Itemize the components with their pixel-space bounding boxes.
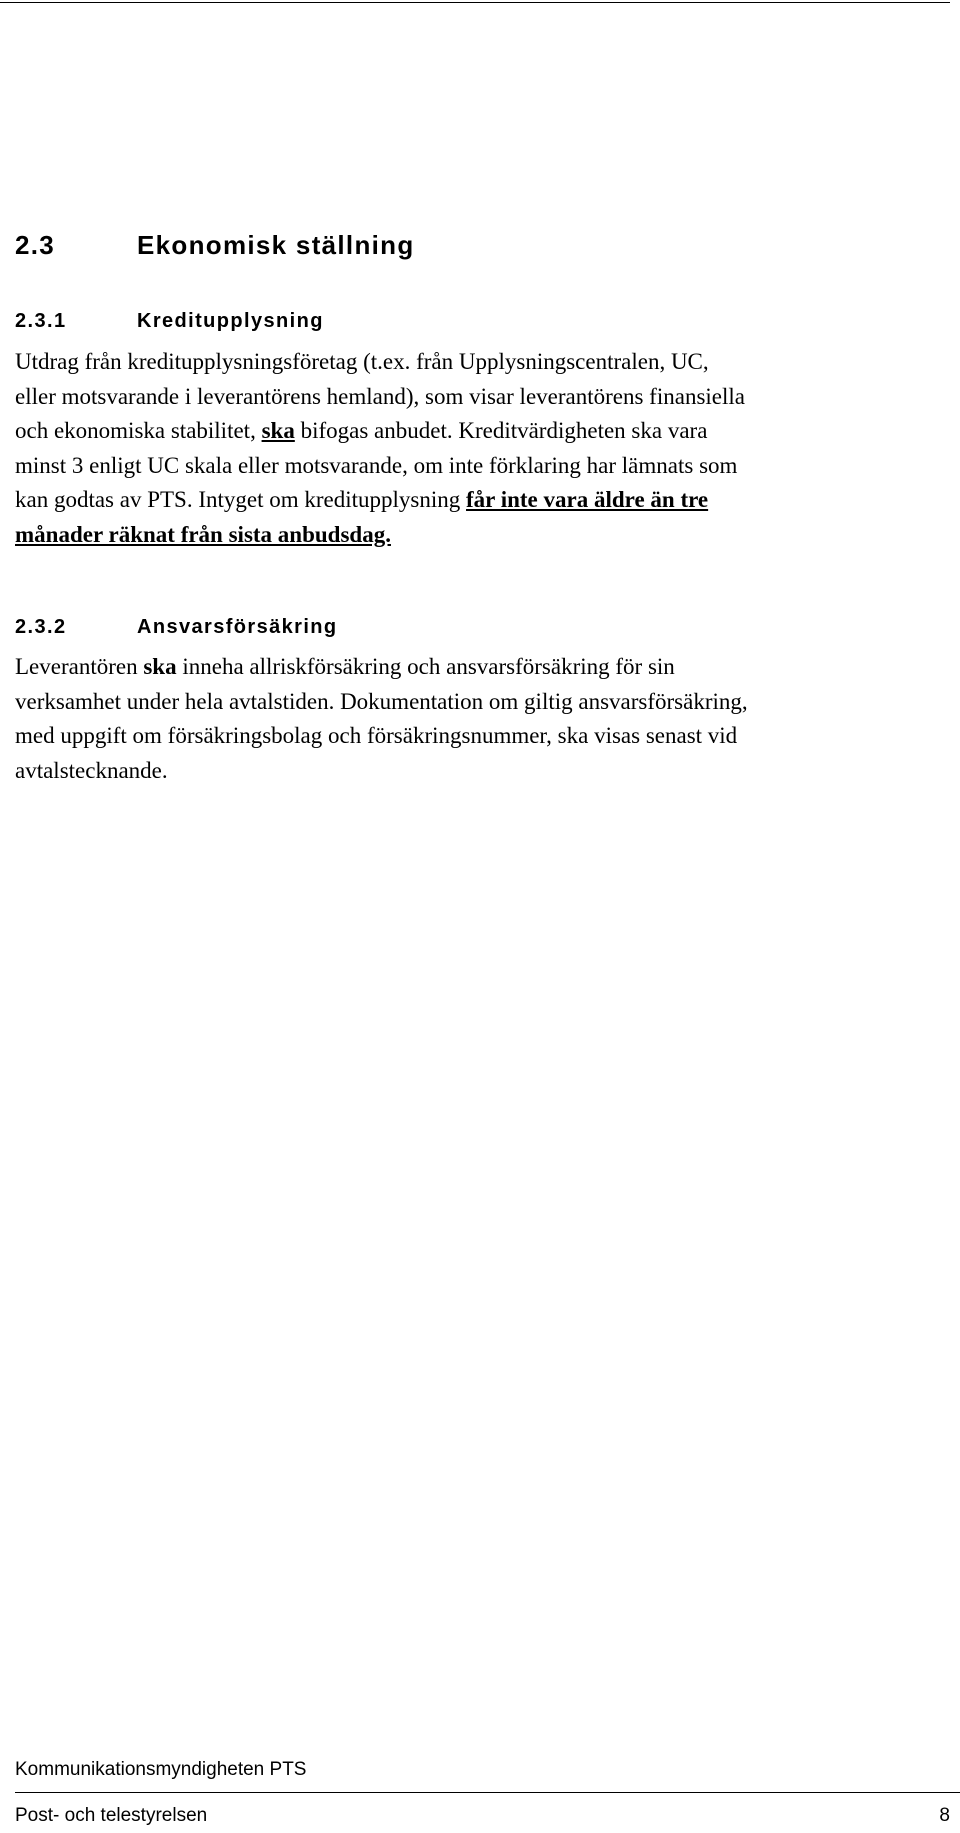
text-line: med uppgift om försäkringsbolag och försäkringsnummer, ska visas senast vid bbox=[15, 723, 738, 748]
text-line bbox=[15, 518, 745, 553]
text-line: verksamhet under hela avtalstiden. Dokumentation om giltig ansvarsförsäkring, bbox=[15, 688, 748, 714]
text-line: Leverantören ska inneha allriskförsäkring och ansvarsförsäkring för sin bbox=[15, 654, 675, 679]
paragraph-kreditupplysning bbox=[15, 345, 745, 552]
page-number: 8 bbox=[939, 1805, 950, 1826]
emphasis-ska: ska bbox=[143, 654, 177, 679]
text-line: minst 3 enligt UC skala eller motsvarande, om inte förklaring har lämnats som bbox=[15, 452, 738, 478]
section-heading bbox=[15, 232, 415, 258]
subsection-number: 2.3.1 bbox=[15, 310, 67, 332]
subsection-title: Ansvarsförsäkring bbox=[137, 616, 338, 638]
paragraph-ansvarsforsakring bbox=[15, 650, 748, 788]
text-line: och ekonomiska stabilitet, ska bifogas anbudet. Kreditvärdigheten ska vara bbox=[15, 418, 708, 443]
subsection-number: 2.3.2 bbox=[15, 616, 67, 638]
subsection-heading-kreditupplysning bbox=[15, 311, 324, 331]
footer-department: Post- och telestyrelsen bbox=[15, 1805, 208, 1826]
footer-divider bbox=[15, 1792, 960, 1793]
text-line: avtalstecknande. bbox=[15, 757, 168, 783]
subsection-title: Kreditupplysning bbox=[137, 310, 324, 332]
footer-organization: Kommunikationsmyndigheten PTS bbox=[15, 1759, 307, 1780]
section-number: 2.3 bbox=[15, 230, 56, 260]
text-line: Utdrag från kreditupplysningsföretag (t.ex. från Upplysningscentralen, UC, bbox=[15, 349, 709, 374]
emphasis-ska: ska bbox=[261, 418, 295, 443]
subsection-heading-ansvarsforsakring bbox=[15, 617, 338, 637]
section-title: Ekonomisk ställning bbox=[137, 230, 415, 260]
text-line: eller motsvarande i leverantörens hemland), som visar leverantörens finansiella bbox=[15, 383, 745, 409]
top-divider bbox=[0, 2, 950, 3]
emphasis-deadline: får inte vara äldre än tre bbox=[466, 487, 709, 512]
text-line: kan godtas av PTS. Intyget om kreditupplysning får inte vara äldre än tre bbox=[15, 487, 709, 512]
emphasis-deadline-cont: månader räknat från sista anbudsdag. bbox=[15, 521, 391, 547]
